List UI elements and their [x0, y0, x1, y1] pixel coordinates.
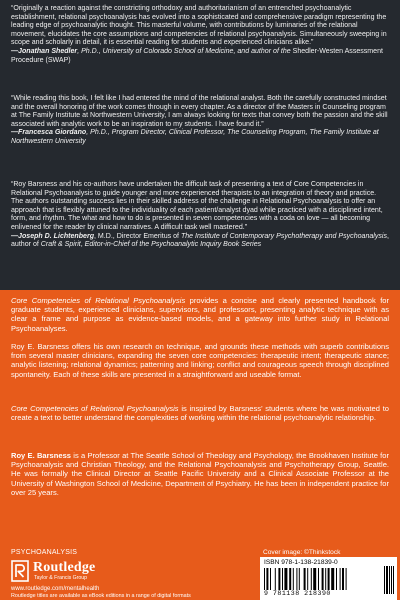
description-paragraph-2: Roy E. Barsness offers his own research on technique, and grounds these methods with superb contributions from several master clinicians, expanding the seven core competencies: therapeutic intent; therapeutic stance; analytic listening; relational dynamics; patterning and linking; conflict and courageous speech through disciplined spontaneity. Each of these skills are presented in a straightforward and useable format.: [11, 342, 389, 379]
barcode-digits: 9 781138 218390: [264, 590, 331, 597]
cover-image-credit: Cover image: ©Thinkstock: [263, 549, 341, 556]
quote-text: “Originally a reaction against the constricting orthodoxy and authoritarianism of an entrenched psychoanalytic establishment, relational psychoanalysis has evolved into a sophisticated and comprehensive paradigm representing the leading edge of psychoanalytic thought. This masterful volume, with contributions by luminaries of the relational movement, elucidates the core assumptions and competencies of relational psychoanalysis. Simultaneously sweeping in scope and scholarly in detail, it is essential reading for students and experienced clinicians alike.”: [11, 5, 387, 47]
praise-quote-shedler: [11, 5, 389, 65]
publisher-name: Routledge: [33, 560, 96, 575]
publisher-logo: [11, 560, 141, 584]
description-paragraph-1: Core Competencies of Relational Psychoanalysis provides a concise and clearly presented handbook for graduate students, experienced clinicians, supervisors, and professors, presenting analytic technique with as clear a frame and purpose as evidence-based models, and a gateway into further study in Relational Psychoanalyses.: [11, 296, 389, 333]
praise-quote-lichtenberg: [11, 181, 389, 250]
subject-category: PSYCHOANALYSIS: [11, 549, 78, 556]
barcode-box: [260, 557, 397, 600]
quote-attribution: —Jonathan Shedler, Ph.D., University of Colorado School of Medicine, and author of the Shedler-Westen Assessment Procedure (SWAP): [11, 47, 383, 64]
publisher-url[interactable]: www.routledge.com/mentalhealth: [11, 586, 100, 592]
quote-attribution: —Francesca Giordano, Ph.D., Program Director, Clinical Professor, The Counseling Program, The Family Institute at Northwestern University: [11, 129, 379, 145]
praise-quote-giordano: [11, 95, 389, 147]
quote-text: “While reading this book, I felt like I had entered the mind of the relational analyst. Both the carefully constructed mindset and the overall honoring of the work comes through in every chapter. As a director of the Masters in Counseling program at The Family Institute at Northwestern University, I am always looking for texts that convey both the passion and the skill associated with analytic work to be an inspiration to my students. I have found it.”: [11, 95, 388, 128]
author-bio: Roy E. Barsness is a Professor at The Seattle School of Theology and Psychology, the Brookhaven Institute for Psychoanalysis and Christian Theology, and the Relational Psychoanalysis and Psychotherapy Group, Seattle. He was formally the Clinical Director at Seattle Pacific University and a Clinical Associate Professor at the University of Washington School of Medicine, Department of Psychiatry. He has been in independent practice for over 25 years.: [11, 451, 389, 497]
ean-addon-barcode-icon: [384, 566, 394, 594]
barcode-icon: [264, 568, 384, 590]
isbn-label: ISBN 978-1-138-21839-0: [264, 559, 338, 566]
routledge-r-icon: [11, 560, 29, 582]
praise-section: [0, 0, 400, 290]
description-paragraph-3: Core Competencies of Relational Psychoanalysis is inspired by Barsness’ students where he was motivated to create a text to better understand the complexities of working within the relational psychoanalytic relationship.: [11, 404, 389, 423]
publisher-group: Taylor & Francis Group: [34, 575, 88, 581]
quote-attribution: —Joseph D. Lichtenberg, M.D., Director Emeritus of The Institute of Contemporary Psychotherapy and Psychoanalysis, author of Craft & Spirit, Editor-in-Chief of the Psychoanalytic Inquiry Book Series: [11, 232, 389, 249]
quote-text: “Roy Barsness and his co-authors have undertaken the difficult task of presenting a text of Core Competencies in Relational Psychoanalysis to guide younger and more experienced therapists to an integration of theory and practice. The authors outstanding success lies in their skilled address of the challenge in Relational Psychoanalysis to offer an approach that is flexibly attuned to the individuality of each patient/analyst dyad while practiced with a disciplined intent, form, and rhythm. The what and how to do is presented in seven competencies with a coda on love — all becoming enlivened for the reader by clinical narratives. A difficult task well mastered.”: [11, 181, 383, 231]
ebook-note: Routledge titles are available as eBook editions in a range of digital formats: [11, 593, 191, 599]
